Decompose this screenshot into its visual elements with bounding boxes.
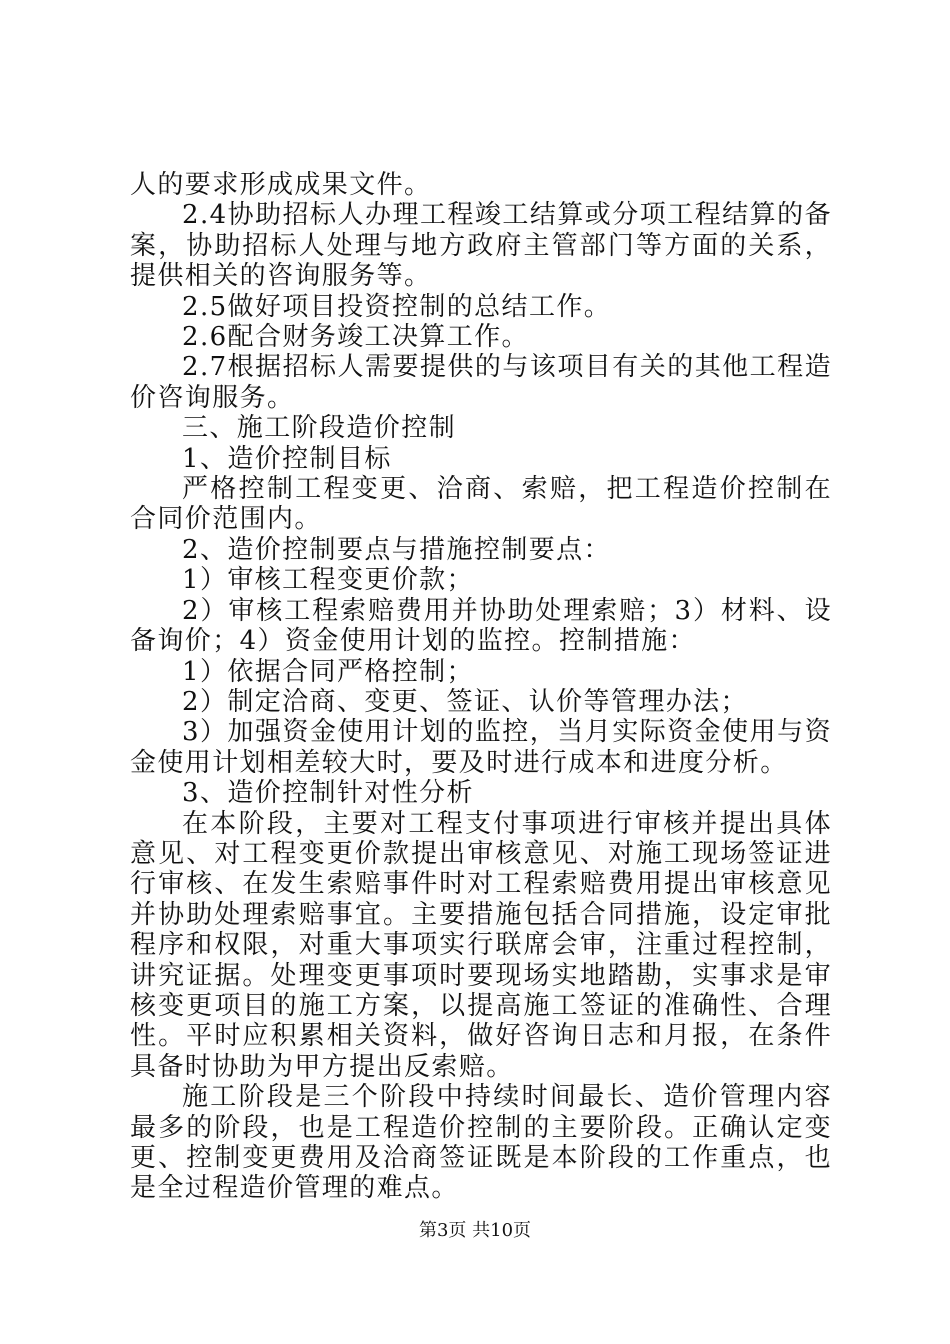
list-item: 3）加强资金使用计划的监控，当月实际资金使用与资金使用计划相差较大时，要及时进行成本和进度分析。 (130, 717, 832, 778)
subheading-2: 2、造价控制要点与措施控制要点： (182, 534, 611, 565)
list-item: 1）审核工程变更价款； (182, 565, 474, 596)
list-item: 1）依据合同严格控制； (182, 656, 474, 687)
list-item: 2）制定洽商、变更、签证、认价等管理办法； (182, 686, 748, 717)
list-item: 2）审核工程索赔费用并协助处理索赔；3）材料、设备询价；4）资金使用计划的监控。控制措施： (130, 595, 832, 657)
subheading-1: 1、造价控制目标 (182, 443, 392, 474)
paragraph-summary: 施工阶段是三个阶段中持续时间最长、造价管理内容最多的阶段，也是工程造价控制的主要阶段。正确认定变更、控制变更费用及洽商签证既是本阶段的工作重点，也是全过程造价管理的难点。 (130, 1082, 832, 1204)
section-heading-3: 三、施工阶段造价控制 (182, 413, 457, 444)
paragraph-analysis: 在本阶段，主要对工程支付事项进行审核并提出具体意见、对工程变更价款提出审核意见、对施工现场签证进行审核、在发生索赔事件时对工程索赔费用提出审核意见并协助处理索赔事宜。主要措施包括合同措施，设定审批程序和权限，对重大事项实行联席会审，注重过程控制，讲究证据。处理变更事项时要现场实地踏勘，实事求是审核变更项目的施工方案，以提高施工签证的准确性、合理性。平时应积累相关资料，做好咨询日志和月报，在条件具备时协助为甲方提出反索赔。 (130, 808, 832, 1082)
paragraph-target: 严格控制工程变更、洽商、索赔，把工程造价控制在合同价范围内。 (130, 474, 832, 535)
document-body (130, 170, 832, 1204)
paragraph-2-7: 2.7根据招标人需要提供的与该项目有关的其他工程造价咨询服务。 (130, 352, 832, 413)
paragraph-2-4: 2.4协助招标人办理工程竣工结算或分项工程结算的备案，协助招标人处理与地方政府主管部门等方面的关系，提供相关的咨询服务等。 (130, 200, 832, 292)
subheading-3: 3、造价控制针对性分析 (182, 778, 474, 809)
paragraph-2-5: 2.5做好项目投资控制的总结工作。 (182, 291, 612, 322)
page-number-footer: 第3页 共10页 (418, 1220, 532, 1241)
paragraph-continuation: 人的要求形成成果文件。 (130, 170, 432, 200)
paragraph-2-6: 2.6配合财务竣工决算工作。 (182, 322, 529, 353)
